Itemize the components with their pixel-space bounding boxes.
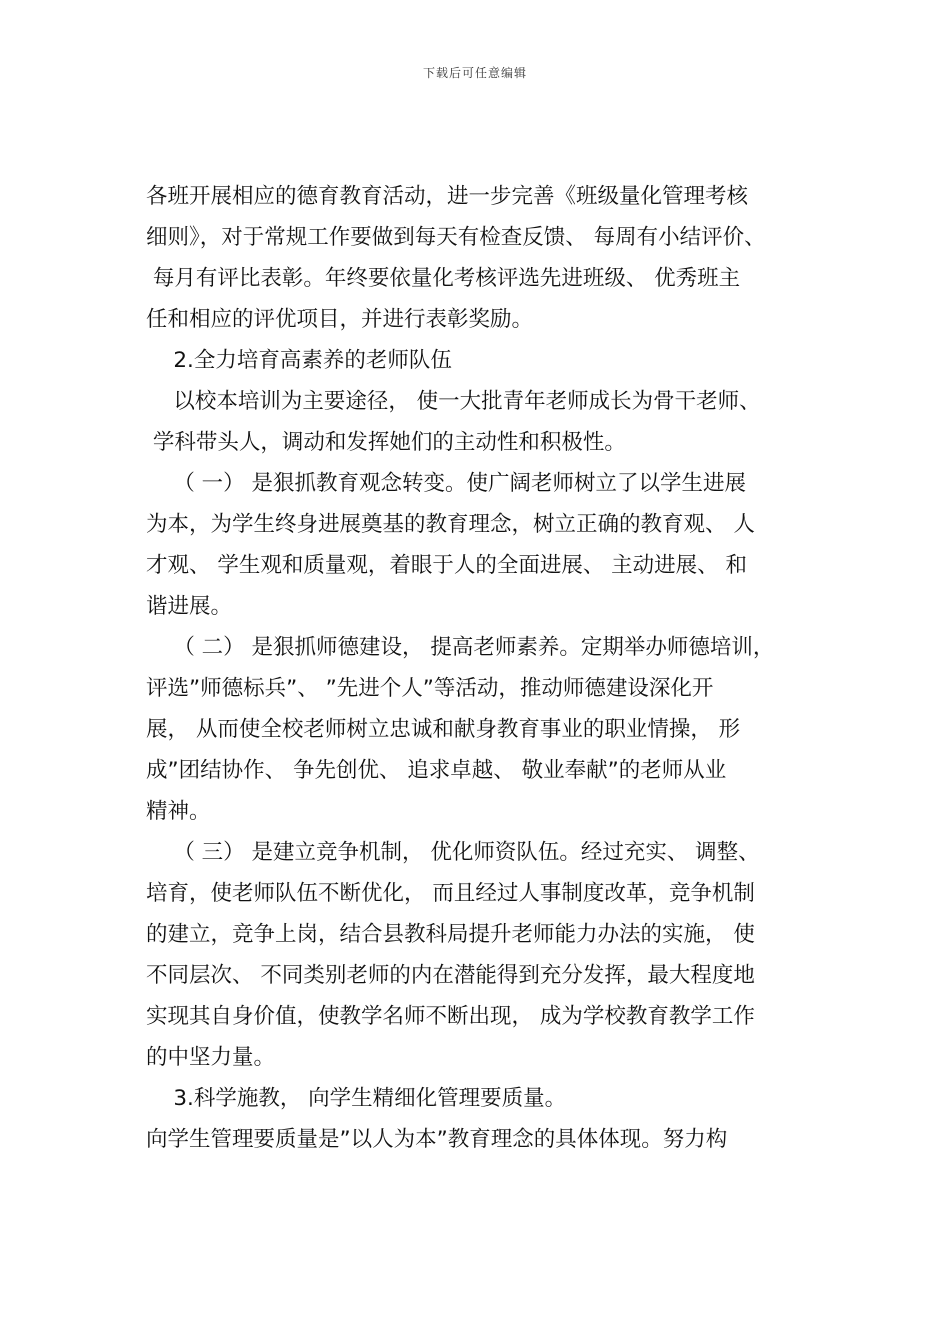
text-line: 学科带头人，调动和发挥她们的主动性和积极性。 (146, 430, 626, 455)
text-line: 才观、 学生观和质量观，着眼于人的全面进展、 主动进展、 和 (146, 553, 748, 578)
text-line: 成”团结协作、 争先创优、 追求卓越、 敬业奉献”的老师从业 (146, 758, 727, 783)
text-line: 以校本培训为主要途径， 使一大批青年老师成长为骨干老师、 (146, 389, 761, 414)
text-line: 每月有评比表彰。年终要依量化考核评选先进班级、 优秀班主 (146, 266, 741, 291)
text-line: 实现其自身价值，使教学名师不断出现， 成为学校教育教学工作 (146, 1004, 755, 1029)
text-line: 不同层次、 不同类别老师的内在潜能得到充分发挥，最大程度地 (146, 963, 755, 988)
text-line: 为本，为学生终身进展奠基的教育理念，树立正确的教育观、 人 (146, 512, 755, 537)
text-line: 的建立，竞争上岗，结合县教科局提升老师能力办法的实施， 使 (146, 922, 755, 947)
text-line: 向学生管理要质量是”以人为本”教育理念的具体体现。努力构 (146, 1127, 728, 1152)
section-heading: 3.科学施教， 向学生精细化管理要质量。 (146, 1086, 567, 1111)
text-line: 展， 从而使全校老师树立忠诚和献身教育事业的职业情操， 形 (146, 717, 741, 742)
section-heading: 2.全力培育高素养的老师队伍 (146, 348, 452, 373)
page-header: 下载后可任意编辑 (422, 66, 527, 80)
text-line: 的中坚力量。 (146, 1045, 276, 1070)
text-line: 评选”师德标兵”、 ”先进个人”等活动，推动师德建设深化开 (146, 676, 714, 701)
text-line: （ 一） 是狠抓教育观念转变。使广阔老师树立了以学生进展 (146, 471, 747, 496)
text-line: 精神。 (146, 799, 211, 824)
text-line: 任和相应的评优项目，并进行表彰奖励。 (146, 307, 534, 332)
text-line: 谐进展。 (146, 594, 233, 619)
text-line: （ 二） 是狠抓师德建设， 提高老师素养。定期举办师德培训， (146, 635, 775, 660)
document-body (146, 176, 806, 1160)
text-line: 各班开展相应的德育教育活动，进一步完善《班级量化管理考核 (146, 184, 749, 209)
text-line: （ 三） 是建立竞争机制， 优化师资队伍。经过充实、 调整、 (146, 840, 760, 865)
text-line: 细则》，对于常规工作要做到每天有检查反馈、 每周有小结评价、 (146, 225, 766, 250)
text-line: 培育，使老师队伍不断优化， 而且经过人事制度改革，竞争机制 (146, 881, 755, 906)
